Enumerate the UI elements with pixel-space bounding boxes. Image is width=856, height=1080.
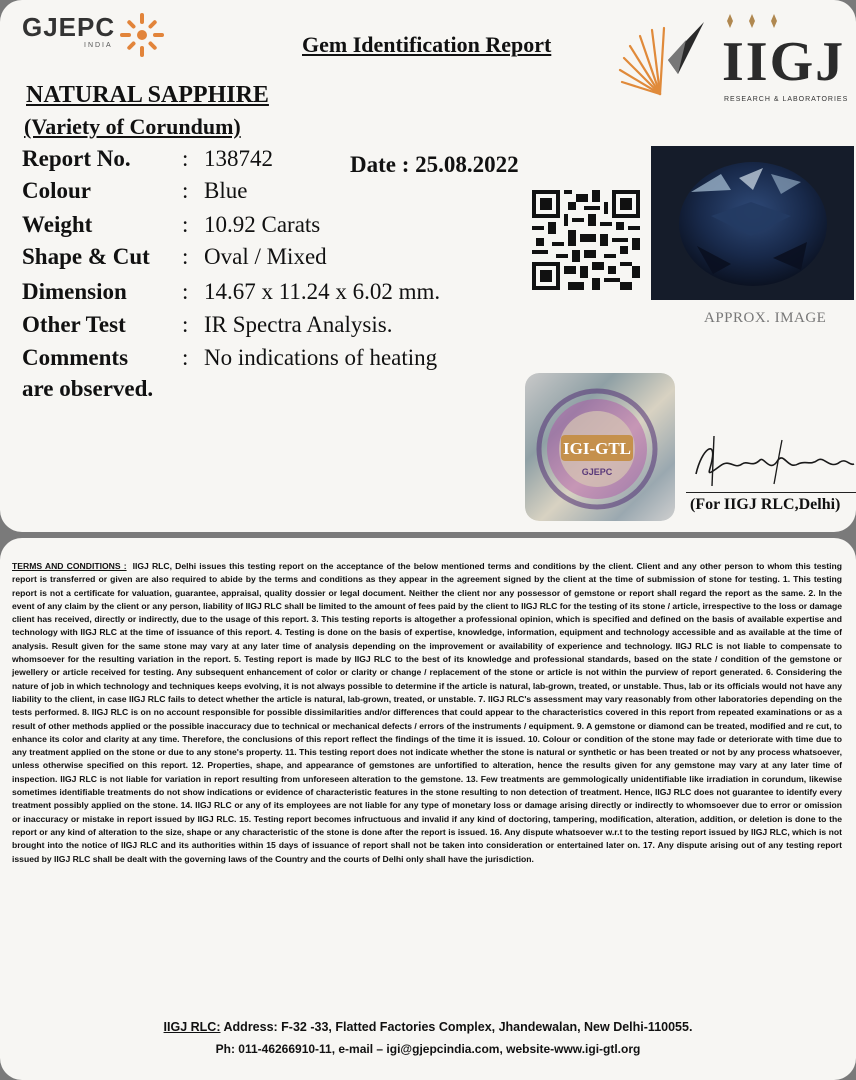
- gem-variety: (Variety of Corundum): [24, 114, 241, 139]
- terms-text: IIGJ RLC, Delhi issues this testing report on the acceptance of the below mentioned terms and conditions by the client. Client and any other person to whom this testing report is transferred or given are also required to abide by the terms and conditions as they appear in the agreement signed by the client at the time of submission of stone for testing. 1. This testing report is not a certificate for valuation, guarantee, appraisal, quality dossier or legal document. Neither the client nor any possessor of gemstone or report shall regard the report as the same. 2. In the event of any claim by the client or any person, liability of IIGJ RLC shall be limited to the amount of fees paid by the client to IIGJ RLC for the testing of its stone / article, irrespective to the loss or damage client has received, directly or indirectly, due to the usage of this report. 3. This testing reports is altogether a professional opinion, which is specified and defined on the basis of available expertise and technology with IIGJ RLC at the time of issuance of this report. 4. Testing is done on the basis of expertise, knowledge, information, equipment and technology accessible and as available at the time of analysis. Result given for the same stone may vary at any later time of analysis depending on the improvement or availability of experience and technology. IIGJ RLC is not liable to compensate to whomsoever for the resulting variation in the report. 5. Testing report is made by IIGJ RLC to the best of its knowledge and professional standards, based on the state / condition of the gemstone or jewellery or article received for testing. Any subsequent enhancement of color or clarity or change / replacement of the stone or article is not within the purview of report generated. 6. Considering the nature of job in which technology and techniques keeps evolving, it is not always possible to determine if the article is natural, lab-grown, treated, or unstable. Thus, lab or its officials would not have any liability to the client, in case IIGJ RLC fails to detect whether the article is natural, lab-grown, treated, or unstable. 7. IIGJ RLC's assessment may vary reasonably from other laboratories depending on the tests performed. 8. IIGJ RLC is on no account responsible for possible dissimilarities and/or differences that could appear to the characteristics covered in this report from repeated examinations or as a result of other methods applied or the possible inaccuracy due to technical or mechanical defects / errors of the instruments / equipment. 9. A gemstone or diamond can be treated, modified and re cut, to enhance its color and clarity at any time. Therefore, the conclusions of this report reflect the findings of the time it is issued. 10. Colour or condition of the stone may fade or deteriorate with time due to any treatment applied on the stone or due to any stone's property. 11. This testing report does not indicate whether the stone is natural or synthetic or has been treated or not by any process whatsoever, unless otherwise specified on this report. 12. Properties, shape, and appearance of gemstones are unfortified to alteration, hence the results given for any gemstone may vary at any later time of inspection. IIGJ RLC is not liable for variation in report resulting from unforeseen alteration to the gemstone. 13. Few treatments are gemmologically unidentifiable like irradiation in corundum, likewise sometimes identifiable treatments do not show indications or evidence of characteristic features in the stone resulting to non detection of treatment. Hence, IIGJ RLC does not guarantee to identify every treatment possibly applied on the stone. 14. IIGJ RLC or any of its employees are not liable for any type of monetary loss or damage arising directly or indirectly to whomsoever due to error or omission or inaccuracy or mistake in report issued by IIGJ RLC. 15. Testing report becomes infructuous and invalid if any kind of doctoring, tampering, modification, alteration, addition, or deletion is done to the report or any kind of alteration to the size, shape or any characteristic of the stone is done after the report is issued. 16. Any dispute whatsoever w.r.t to the testing report issued by IIGJ RLC, which is not brought into the notice of IIGJ RLC and its authorities within 15 days of issuance of report shall not be taken into consideration or entertained later on. 17. Any dispute arising out of any testing report issued by IIGJ RLC shall be dealt with the governing laws of the Country and the courts of Delhi only shall have the jurisdiction.: [12, 561, 842, 864]
- terms-card: [0, 538, 856, 1080]
- gjepc-emblem-icon: [117, 10, 167, 60]
- hologram-subtext: GJEPC: [581, 467, 613, 477]
- iigj-logo: [612, 12, 852, 108]
- gjepc-logo: [22, 12, 167, 60]
- hologram-text: IGI-GTL: [562, 439, 632, 458]
- signature-line: [686, 492, 856, 493]
- field-label: Dimension: [22, 279, 127, 304]
- field-value: 138742: [204, 146, 273, 171]
- lab-contact: Ph: 011-46266910-11, e-mail – igi@gjepcindia.com, website-www.igi-gtl.org: [215, 1042, 641, 1056]
- lab-address: [0, 1020, 856, 1034]
- comments-continued: are observed.: [22, 376, 154, 401]
- field-value: Oval / Mixed: [204, 244, 327, 269]
- report-date: [350, 152, 519, 178]
- field-value: No indications of heating: [204, 345, 438, 370]
- terms-and-conditions: [12, 560, 842, 866]
- iigj-logo-subtext: RESEARCH & LABORATORIES: [724, 96, 849, 103]
- qr-code[interactable]: [532, 190, 640, 290]
- address-text: Address: F-32 -33, Flatted Factories Complex, Jhandewalan, New Delhi-110055.: [223, 1020, 693, 1034]
- hologram-seal: [525, 373, 675, 521]
- gem-photo: [651, 146, 854, 300]
- field-value: IR Spectra Analysis.: [204, 312, 393, 337]
- gem-name: NATURAL SAPPHIRE: [26, 82, 269, 108]
- report-card: GJEPC INDIA Gem Identification Report IIGJ RESEARCH & LABORATORIES NATURAL SAPPHIRE (Variety of Corundum) Report No. : 138742 Date : 25.08.2022 Colour : Blue Weight : 10.92 Carats Shape & Cut : Oval / Mixed Dimension : 14.67 x 11.24 x 6.02 mm. Other Test : IR Spectra Analysis. Comments : No indications of heating are observed. APPROX. IMAGE IGI-GTL GJEPC (For IIGJ RLC,Delhi): [0, 0, 856, 532]
- iigj-diamonds-icon: [724, 14, 784, 28]
- iigj-logo-text: IIGJ: [722, 31, 846, 93]
- gjepc-logo-text: GJEPC: [22, 12, 116, 42]
- iigj-sunburst-icon: [612, 16, 712, 106]
- signature: [690, 430, 856, 490]
- field-value: 10.92 Carats: [204, 212, 321, 237]
- report-title: Gem Identification Report: [302, 32, 552, 57]
- gjepc-logo-subtext: INDIA: [84, 42, 113, 49]
- field-label: Colour: [22, 178, 91, 203]
- field-value: Blue: [204, 178, 248, 203]
- date-value: 25.08.2022: [415, 152, 519, 177]
- field-label: Shape & Cut: [22, 244, 150, 269]
- field-label: Other Test: [22, 312, 126, 337]
- field-label: Weight: [22, 212, 93, 237]
- field-label: Comments: [22, 345, 129, 370]
- address-label: IIGJ RLC:: [163, 1020, 221, 1034]
- field-label: Report No.: [22, 146, 131, 171]
- signatory-label: (For IIGJ RLC,Delhi): [690, 496, 841, 513]
- terms-heading: TERMS AND CONDITIONS :: [12, 561, 127, 571]
- field-value: 14.67 x 11.24 x 6.02 mm.: [204, 279, 441, 304]
- image-caption: APPROX. IMAGE: [704, 310, 827, 326]
- date-label: Date :: [350, 152, 410, 177]
